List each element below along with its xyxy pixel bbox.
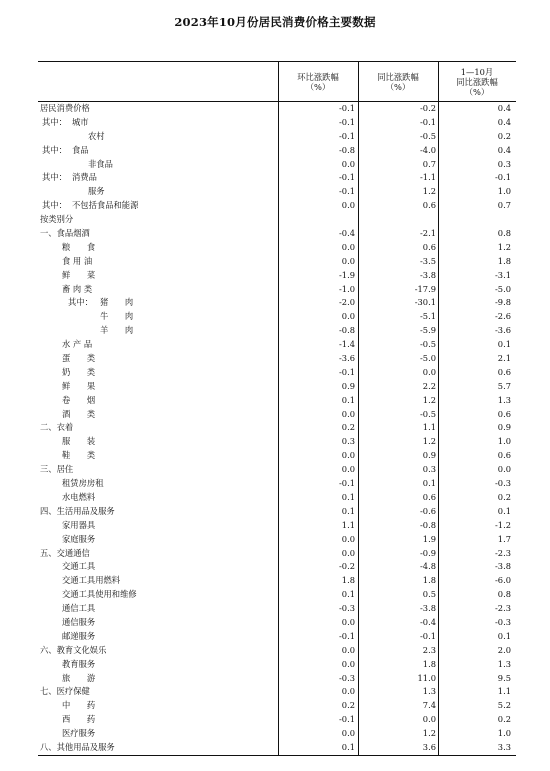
- row-label: 医疗服务: [62, 728, 96, 739]
- mom-value: 0.9: [341, 380, 355, 391]
- table-row: [38, 672, 516, 686]
- table-row: [38, 547, 516, 561]
- mom-value: 0.0: [341, 644, 355, 655]
- mom-value: 0.1: [341, 589, 355, 600]
- yoy-value: 2.3: [422, 644, 436, 655]
- yoy-value: -0.4: [420, 616, 436, 627]
- ytd-value: 0.4: [497, 103, 511, 113]
- row-label: 非食品: [88, 158, 113, 169]
- column-divider: [278, 61, 279, 756]
- table-body: [38, 102, 516, 755]
- mom-value: -0.3: [339, 672, 355, 683]
- mom-value: 0.0: [341, 464, 355, 475]
- row-label: 服 装: [62, 436, 96, 447]
- mom-value: -0.8: [339, 325, 355, 336]
- row-label: 消费品: [72, 172, 97, 183]
- mom-value: -0.3: [339, 603, 355, 614]
- yoy-value: -0.1: [420, 116, 436, 127]
- row-label: 中 药: [62, 700, 96, 711]
- header-yoy: [358, 62, 438, 101]
- yoy-value: -0.5: [420, 408, 436, 419]
- table-row: [38, 588, 516, 602]
- yoy-value: 0.6: [422, 491, 436, 502]
- yoy-value: 0.3: [422, 464, 436, 475]
- mom-value: -0.1: [339, 186, 355, 197]
- yoy-value: 1.2: [422, 186, 436, 197]
- table-row: [38, 602, 516, 616]
- ytd-value: 2.1: [497, 353, 511, 364]
- table-row: [38, 560, 516, 574]
- mom-value: 0.1: [341, 394, 355, 405]
- mom-value: -2.0: [339, 297, 355, 308]
- mom-value: 0.0: [341, 158, 355, 169]
- yoy-value: 0.6: [422, 241, 436, 252]
- ytd-value: 0.4: [497, 116, 511, 127]
- row-label: 畜 肉 类: [62, 283, 93, 294]
- row-label: 家庭服务: [62, 533, 96, 544]
- ytd-value: 1.3: [497, 394, 511, 405]
- ytd-value: 0.6: [497, 450, 511, 461]
- table-row: [38, 685, 516, 699]
- yoy-value: -5.9: [420, 325, 436, 336]
- table-row: [38, 199, 516, 213]
- table-row: [38, 741, 516, 755]
- table-row: [38, 727, 516, 741]
- ytd-value: -2.3: [495, 547, 511, 558]
- yoy-value: 0.0: [422, 366, 436, 377]
- ytd-value: 0.1: [497, 630, 511, 641]
- mom-value: 0.0: [341, 241, 355, 252]
- yoy-value: -2.1: [420, 228, 436, 239]
- row-label: 交通工具使用和维修: [62, 589, 137, 600]
- mom-value: 0.3: [341, 436, 355, 447]
- ytd-value: 1.0: [497, 186, 511, 197]
- row-prefix: 其中：: [42, 116, 67, 127]
- yoy-value: -3.8: [420, 269, 436, 280]
- ytd-value: -9.8: [495, 297, 511, 308]
- yoy-value: -0.9: [420, 547, 436, 558]
- header-ytd-unit: （%）: [464, 86, 490, 97]
- row-label: 八、其他用品及服务: [40, 741, 115, 752]
- mom-value: -1.4: [339, 339, 355, 350]
- row-prefix: 其中：: [42, 172, 67, 183]
- table-row: [38, 644, 516, 658]
- row-label: 三、居住: [40, 464, 74, 475]
- row-label: 邮递服务: [62, 630, 96, 641]
- mom-value: -0.1: [339, 103, 355, 113]
- ytd-value: -3.1: [495, 269, 511, 280]
- ytd-value: -3.8: [495, 561, 511, 572]
- ytd-value: 5.2: [497, 700, 511, 711]
- table-row: [38, 630, 516, 644]
- yoy-value: 1.3: [422, 686, 436, 697]
- table-row: [38, 310, 516, 324]
- table-row: [38, 435, 516, 449]
- row-prefix: 其中：: [42, 144, 67, 155]
- ytd-value: 0.8: [497, 589, 511, 600]
- mom-value: -0.1: [339, 366, 355, 377]
- row-label: 教育服务: [62, 658, 96, 669]
- row-label: 西 药: [62, 714, 96, 725]
- row-label: 五、交通通信: [40, 547, 90, 558]
- header-ytd: [438, 62, 516, 101]
- ytd-value: 1.3: [497, 658, 511, 669]
- row-label: 服务: [88, 186, 105, 197]
- table-row: [38, 130, 516, 144]
- yoy-value: -5.0: [420, 353, 436, 364]
- yoy-value: 1.2: [422, 436, 436, 447]
- table-row: [38, 227, 516, 241]
- ytd-value: 0.1: [497, 505, 511, 516]
- row-label: 水 产 品: [62, 339, 93, 350]
- document-title: 2023年10月份居民消费价格主要数据: [174, 15, 376, 29]
- yoy-value: -0.5: [420, 339, 436, 350]
- mom-value: 0.0: [341, 686, 355, 697]
- mom-value: 0.1: [341, 505, 355, 516]
- row-label: 鞋 类: [62, 450, 96, 461]
- table-row: [38, 449, 516, 463]
- row-label: 鲜 菜: [62, 269, 96, 280]
- mom-value: -0.1: [339, 130, 355, 141]
- row-label: 水电燃料: [62, 491, 96, 502]
- yoy-value: 3.6: [422, 741, 436, 752]
- mom-value: 0.0: [341, 200, 355, 211]
- yoy-value: -4.8: [420, 561, 436, 572]
- mom-value: 0.2: [341, 700, 355, 711]
- mom-value: 0.2: [341, 422, 355, 433]
- table-row: [38, 421, 516, 435]
- cpi-table: [38, 61, 516, 755]
- yoy-value: -17.9: [414, 283, 436, 294]
- yoy-value: 2.2: [422, 380, 436, 391]
- ytd-value: 0.8: [497, 228, 511, 239]
- row-label: 通信服务: [62, 616, 96, 627]
- row-label: 租赁房房租: [62, 478, 104, 489]
- table-row: [38, 533, 516, 547]
- table-row: [38, 213, 516, 227]
- table-row: [38, 171, 516, 185]
- table-row: [38, 102, 516, 116]
- mom-value: -0.4: [339, 228, 355, 239]
- yoy-value: -0.2: [420, 103, 436, 113]
- ytd-value: 0.2: [497, 714, 511, 725]
- table-row: [38, 380, 516, 394]
- ytd-value: 0.3: [497, 158, 511, 169]
- row-label: 食品: [72, 144, 89, 155]
- yoy-value: -30.1: [414, 297, 436, 308]
- mom-value: -0.1: [339, 116, 355, 127]
- table-row: [38, 463, 516, 477]
- ytd-value: 0.1: [497, 339, 511, 350]
- yoy-value: 0.1: [422, 478, 436, 489]
- ytd-value: 0.2: [497, 130, 511, 141]
- ytd-value: 0.2: [497, 491, 511, 502]
- row-label: 城市: [72, 116, 89, 127]
- table-row: [38, 241, 516, 255]
- table-row: [38, 713, 516, 727]
- ytd-value: -6.0: [495, 575, 511, 586]
- yoy-value: 0.7: [422, 158, 436, 169]
- mom-value: 0.0: [341, 450, 355, 461]
- header-yoy-unit: （%）: [385, 81, 411, 92]
- row-label: 羊 肉: [100, 325, 134, 336]
- yoy-value: 0.0: [422, 714, 436, 725]
- table-row: [38, 505, 516, 519]
- table-row: [38, 144, 516, 158]
- table-row: [38, 519, 516, 533]
- ytd-value: -1.2: [495, 519, 511, 530]
- yoy-value: 1.8: [422, 658, 436, 669]
- ytd-value: 1.8: [497, 255, 511, 266]
- ytd-value: -2.6: [495, 311, 511, 322]
- yoy-value: 0.5: [422, 589, 436, 600]
- mom-value: 0.0: [341, 311, 355, 322]
- row-label: 一、食品烟酒: [40, 228, 90, 239]
- ytd-value: -0.3: [495, 616, 511, 627]
- mom-value: 1.8: [341, 575, 355, 586]
- table-header: [38, 61, 516, 102]
- yoy-value: 1.2: [422, 728, 436, 739]
- ytd-value: 0.0: [497, 464, 511, 475]
- ytd-value: 0.7: [497, 200, 511, 211]
- table-row: [38, 296, 516, 310]
- mom-value: -0.1: [339, 630, 355, 641]
- table-row: [38, 408, 516, 422]
- mom-value: 0.1: [341, 491, 355, 502]
- table-row: [38, 699, 516, 713]
- row-label: 不包括食品和能源: [72, 200, 139, 211]
- row-prefix: 其中：: [42, 200, 67, 211]
- mom-value: -0.2: [339, 561, 355, 572]
- mom-value: 0.0: [341, 616, 355, 627]
- row-label: 交通工具: [62, 561, 96, 572]
- yoy-value: 1.9: [422, 533, 436, 544]
- column-divider: [358, 61, 359, 756]
- table-bottom-rule: [38, 755, 516, 756]
- table-row: [38, 574, 516, 588]
- row-label: 酒 类: [62, 408, 96, 419]
- yoy-value: -5.1: [420, 311, 436, 322]
- ytd-value: 0.9: [497, 422, 511, 433]
- yoy-value: 7.4: [422, 700, 436, 711]
- mom-value: -1.0: [339, 283, 355, 294]
- yoy-value: 0.9: [422, 450, 436, 461]
- ytd-value: -0.1: [495, 172, 511, 183]
- row-prefix: 其中：: [68, 297, 93, 308]
- row-label: 奶 类: [62, 366, 96, 377]
- table-row: [38, 324, 516, 338]
- table-row: [38, 616, 516, 630]
- row-label: 猪 肉: [100, 297, 134, 308]
- header-mom-unit: （%）: [305, 81, 331, 92]
- row-label: 按类别分: [40, 214, 74, 225]
- table-row: [38, 283, 516, 297]
- yoy-value: 11.0: [417, 672, 436, 683]
- yoy-value: -0.5: [420, 130, 436, 141]
- table-row: [38, 338, 516, 352]
- ytd-value: -3.6: [495, 325, 511, 336]
- mom-value: -1.9: [339, 269, 355, 280]
- mom-value: 1.1: [341, 519, 355, 530]
- mom-value: -3.6: [339, 353, 355, 364]
- table-row: [38, 269, 516, 283]
- table-row: [38, 255, 516, 269]
- table-row: [38, 185, 516, 199]
- row-label: 家用器具: [62, 519, 96, 530]
- row-label: 食 用 油: [62, 255, 93, 266]
- ytd-value: 1.0: [497, 436, 511, 447]
- row-label: 二、衣着: [40, 422, 74, 433]
- table-row: [38, 116, 516, 130]
- yoy-value: 1.1: [422, 422, 436, 433]
- mom-value: -0.1: [339, 714, 355, 725]
- ytd-value: 3.3: [497, 741, 511, 752]
- column-divider: [438, 61, 439, 756]
- row-label: 牛 肉: [100, 311, 134, 322]
- header-ytd-label: 同比涨跌幅: [456, 76, 498, 87]
- yoy-value: -3.8: [420, 603, 436, 614]
- ytd-value: 9.5: [497, 672, 511, 683]
- row-label: 蛋 类: [62, 353, 96, 364]
- ytd-value: 5.7: [497, 380, 511, 391]
- yoy-value: -0.8: [420, 519, 436, 530]
- mom-value: 0.1: [341, 741, 355, 752]
- mom-value: 0.0: [341, 533, 355, 544]
- row-label: 四、生活用品及服务: [40, 505, 115, 516]
- ytd-value: 1.2: [497, 241, 511, 252]
- yoy-value: 1.2: [422, 394, 436, 405]
- table-row: [38, 491, 516, 505]
- yoy-value: -0.1: [420, 630, 436, 641]
- row-label: 居民消费价格: [40, 103, 90, 113]
- row-label: 通信工具: [62, 603, 96, 614]
- table-row: [38, 158, 516, 172]
- yoy-value: 1.8: [422, 575, 436, 586]
- row-label: 卷 烟: [62, 394, 96, 405]
- row-label: 鲜 果: [62, 380, 96, 391]
- header-mom: [278, 62, 358, 101]
- ytd-value: 0.4: [497, 144, 511, 155]
- ytd-value: 0.6: [497, 408, 511, 419]
- row-label: 七、医疗保健: [40, 686, 90, 697]
- row-label: 旅 游: [62, 672, 96, 683]
- mom-value: -0.1: [339, 478, 355, 489]
- mom-value: 0.0: [341, 255, 355, 266]
- yoy-value: -0.6: [420, 505, 436, 516]
- row-label: 交通工具用燃料: [62, 575, 121, 586]
- table-row: [38, 352, 516, 366]
- yoy-value: -3.5: [420, 255, 436, 266]
- table-row: [38, 658, 516, 672]
- yoy-value: 0.6: [422, 200, 436, 211]
- ytd-value: 1.7: [497, 533, 511, 544]
- table-row: [38, 394, 516, 408]
- yoy-value: -4.0: [420, 144, 436, 155]
- ytd-value: 1.1: [497, 686, 511, 697]
- ytd-value: 2.0: [497, 644, 511, 655]
- row-label: 农村: [88, 130, 105, 141]
- header-mom-label: 环比涨跌幅: [297, 71, 339, 82]
- table-row: [38, 366, 516, 380]
- header-yoy-label: 同比涨跌幅: [377, 71, 419, 82]
- mom-value: 0.0: [341, 658, 355, 669]
- mom-value: 0.0: [341, 547, 355, 558]
- mom-value: -0.1: [339, 172, 355, 183]
- yoy-value: -1.1: [420, 172, 436, 183]
- row-label: 六、教育文化娱乐: [40, 644, 107, 655]
- header-ytd-period: 1—10月: [460, 66, 494, 77]
- ytd-value: 1.0: [497, 728, 511, 739]
- mom-value: -0.8: [339, 144, 355, 155]
- mom-value: 0.0: [341, 408, 355, 419]
- ytd-value: -5.0: [495, 283, 511, 294]
- row-label: 粮 食: [62, 241, 96, 252]
- table-row: [38, 477, 516, 491]
- mom-value: 0.0: [341, 728, 355, 739]
- ytd-value: 0.6: [497, 366, 511, 377]
- ytd-value: -0.3: [495, 478, 511, 489]
- ytd-value: -2.3: [495, 603, 511, 614]
